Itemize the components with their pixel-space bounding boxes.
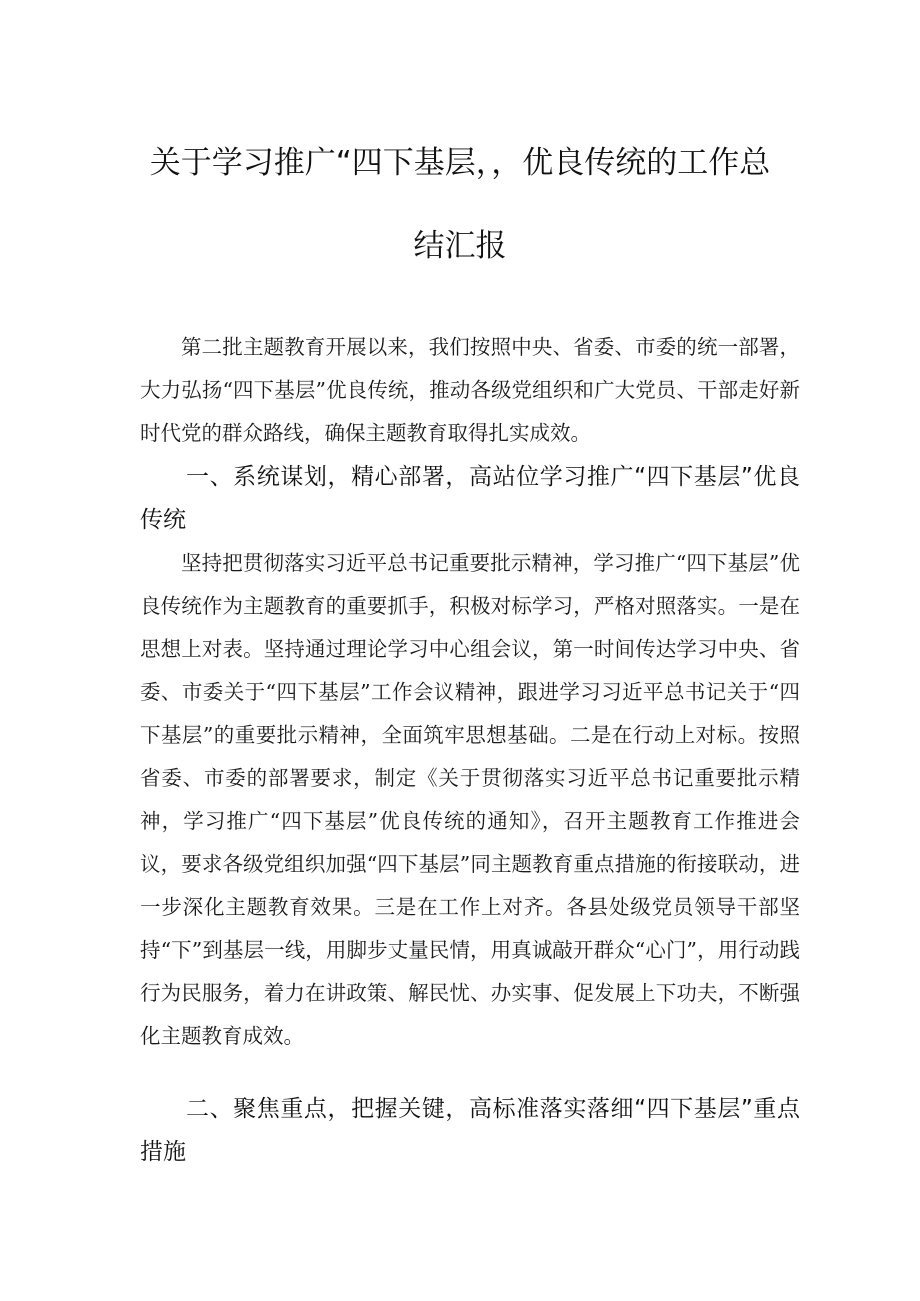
document-title-line-2: 结汇报: [413, 228, 507, 264]
intro-paragraph: 第二批主题教育开展以来，我们按照中央、省委、市委的统一部署，大力弘扬“四下基层”优良传统，推动各级党组织和广大党员、干部走好新时代党的群众路线，确保主题教育取得扎实成效。: [140, 335, 800, 445]
document-title-line-1: 关于学习推广“四下基层，，优良传统的工作总: [149, 145, 771, 181]
section-1-heading: 一、系统谋划，精心部署，高站位学习推广“四下基层”优良传统: [140, 464, 800, 533]
section-1-body: 坚持把贯彻落实习近平总书记重要批示精神，学习推广“四下基层”优良传统作为主题教育的重要抓手，积极对标学习，严格对照落实。一是在思想上对表。坚持通过理论学习中心组会议，第一时间传达学习中央、省委、市委关于“四下基层”工作会议精神，跟进学习习近平总书记关于“四下基层”的重要批示精神，全面筑牢思想基础。二是在行动上对标。按照省委、市委的部署要求，制定《关于贯彻落实习近平总书记重要批示精神，学习推广“四下基层”优良传统的通知》，召开主题教育工作推进会议，要求各级党组织加强“四下基层”同主题教育重点措施的衔接联动，进一步深化主题教育效果。三是在工作上对齐。各县处级党员领导干部坚持“下”到基层一线，用脚步丈量民情，用真诚敲开群众“心门”，用行动践行为民服务，着力在讲政策、解民忧、办实事、促发展上下功夫，不断强化主题教育成效。: [140, 551, 800, 1048]
section-2-heading: 二、聚焦重点，把握关键，高标准落实落细“四下基层”重点措施: [140, 1096, 800, 1165]
